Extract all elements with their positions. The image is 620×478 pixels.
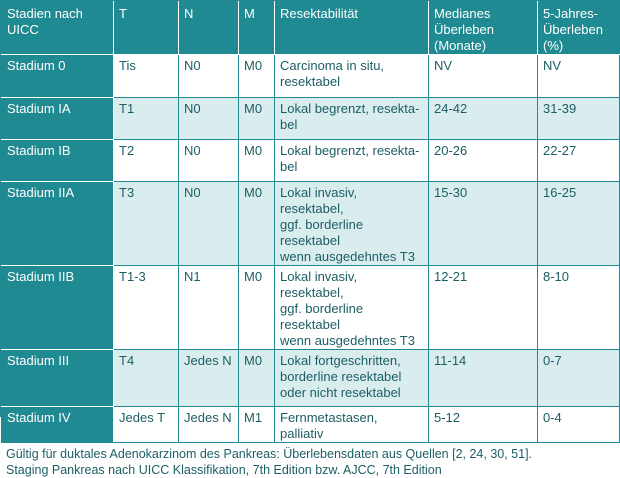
- resectability-cell: Fernmetastasen, palliativ: [275, 407, 429, 443]
- m-cell: M0: [239, 266, 275, 350]
- five-year-survival-cell: 22-27: [538, 140, 620, 182]
- uicc-staging-table: [1, 1, 620, 443]
- n-cell: N1: [179, 266, 239, 350]
- m-cell: M0: [239, 98, 275, 140]
- footnote-line: Staging Pankreas nach UICC Klassifikation, 7th Edition bzw. AJCC, 7th Edition: [6, 463, 442, 477]
- table-row: [2, 407, 620, 443]
- five-year-survival-cell: 0-7: [538, 350, 620, 407]
- median-survival-cell: 15-30: [429, 182, 538, 266]
- footnote-line: Gültig für duktales Adenokarzinom des Pankreas: Überlebensdaten aus Quellen [2, 24, 30, 51].: [6, 447, 533, 461]
- header-five-year-survival: 5-Jahres- Überleben (%): [538, 2, 620, 55]
- n-cell: N0: [179, 140, 239, 182]
- five-year-survival-cell: NV: [538, 55, 620, 98]
- median-survival-cell: 20-26: [429, 140, 538, 182]
- median-survival-cell: NV: [429, 55, 538, 98]
- resectability-cell: Lokal begrenzt, resekta- bel: [275, 98, 429, 140]
- t-cell: T2: [114, 140, 179, 182]
- five-year-survival-cell: 0-4: [538, 407, 620, 443]
- resectability-cell: Carcinoma in situ, resektabel: [275, 55, 429, 98]
- table-header-row: [2, 2, 620, 55]
- stage-cell: Stadium IA: [2, 98, 114, 140]
- median-survival-cell: 24-42: [429, 98, 538, 140]
- m-cell: M0: [239, 140, 275, 182]
- table-footnote: [1, 443, 619, 478]
- table-row: [2, 140, 620, 182]
- table-row: [2, 182, 620, 266]
- header-resectability: Resektabilität: [275, 2, 429, 55]
- five-year-survival-cell: 31-39: [538, 98, 620, 140]
- t-cell: T3: [114, 182, 179, 266]
- median-survival-cell: 12-21: [429, 266, 538, 350]
- table-row: [2, 98, 620, 140]
- resectability-cell: Lokal fortgeschritten, borderline resektabel oder nicht resektabel: [275, 350, 429, 407]
- table-row: [2, 350, 620, 407]
- m-cell: M0: [239, 182, 275, 266]
- n-cell: N0: [179, 98, 239, 140]
- table-row: [2, 266, 620, 350]
- stage-cell: Stadium III: [2, 350, 114, 407]
- median-survival-cell: 5-12: [429, 407, 538, 443]
- t-cell: Tis: [114, 55, 179, 98]
- stage-cell: Stadium IIB: [2, 266, 114, 350]
- resectability-cell: Lokal begrenzt, resekta- bel: [275, 140, 429, 182]
- header-m: M: [239, 2, 275, 55]
- m-cell: M1: [239, 407, 275, 443]
- m-cell: M0: [239, 350, 275, 407]
- t-cell: T4: [114, 350, 179, 407]
- five-year-survival-cell: 8-10: [538, 266, 620, 350]
- stage-cell: Stadium IIA: [2, 182, 114, 266]
- stage-cell: Stadium IV: [2, 407, 114, 443]
- header-t: T: [114, 2, 179, 55]
- median-survival-cell: 11-14: [429, 350, 538, 407]
- t-cell: T1-3: [114, 266, 179, 350]
- header-median-survival: Medianes Überleben (Monate): [429, 2, 538, 55]
- t-cell: T1: [114, 98, 179, 140]
- n-cell: N0: [179, 55, 239, 98]
- resectability-cell: Lokal invasiv, resektabel, ggf. borderline resektabel wenn ausgedehntes T3: [275, 266, 429, 350]
- five-year-survival-cell: 16-25: [538, 182, 620, 266]
- resectability-cell: Lokal invasiv, resektabel, ggf. borderline resektabel wenn ausgedehntes T3: [275, 182, 429, 266]
- stage-cell: Stadium IB: [2, 140, 114, 182]
- n-cell: Jedes N: [179, 407, 239, 443]
- header-n: N: [179, 2, 239, 55]
- t-cell: Jedes T: [114, 407, 179, 443]
- header-stage: Stadien nach UICC: [2, 2, 114, 55]
- table-row: [2, 55, 620, 98]
- m-cell: M0: [239, 55, 275, 98]
- n-cell: N0: [179, 182, 239, 266]
- stage-cell: Stadium 0: [2, 55, 114, 98]
- n-cell: Jedes N: [179, 350, 239, 407]
